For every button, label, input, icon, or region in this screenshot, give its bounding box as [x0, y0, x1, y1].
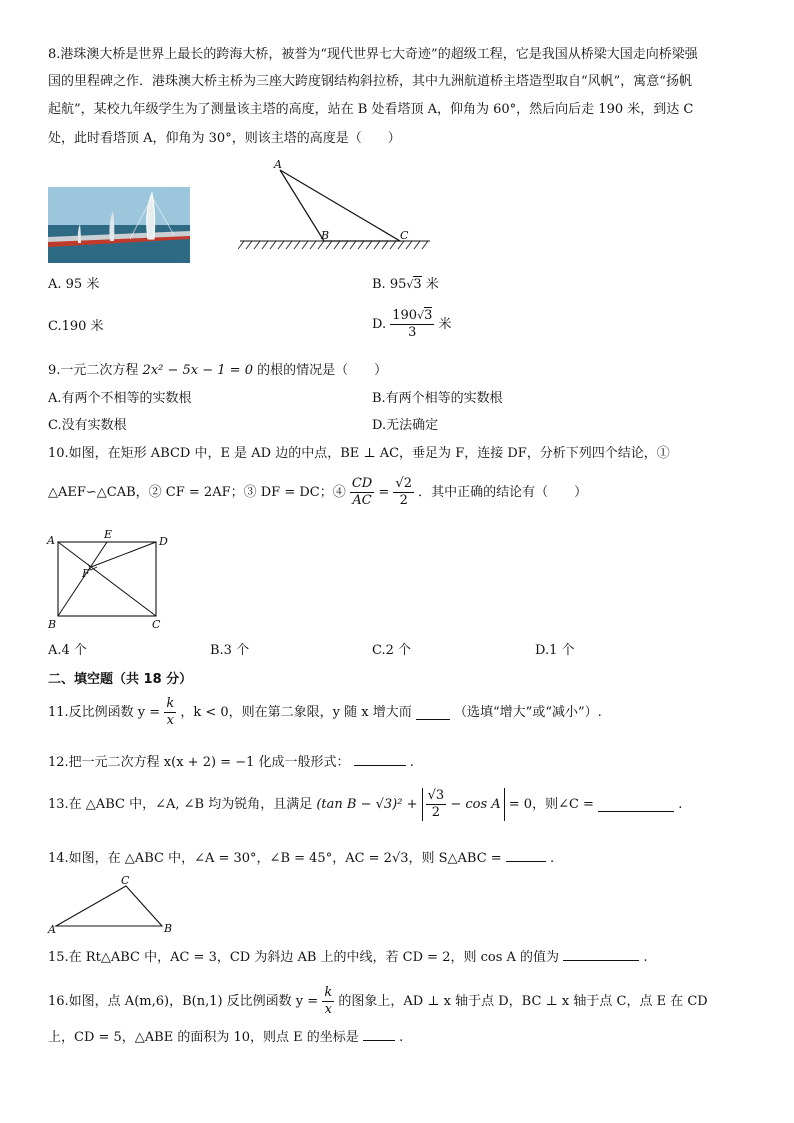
- fraction-numerator: √2: [395, 476, 412, 491]
- q13-fraction-root3-over-2: [426, 788, 447, 821]
- q16-prefix: 16.如图，点 A(m,6)，B(n,1) 反比例函数 y =: [48, 993, 319, 1009]
- q13-stem: [48, 788, 682, 821]
- q10-rectangle-figure: [44, 528, 174, 634]
- q16-line-2-text: 上，CD = 5，△ABE 的面积为 10，则点 E 的坐标是: [48, 1030, 359, 1045]
- q16-stem-line-2: [48, 1026, 403, 1047]
- q15-answer-blank[interactable]: [563, 946, 639, 961]
- fraction-numerator: [390, 308, 434, 325]
- q9-stem: [48, 362, 387, 380]
- fraction-denominator: 3: [408, 325, 417, 340]
- q16-tail: .: [399, 1030, 404, 1045]
- q8-stem-line-4: 处，此时看塔顶 A，仰角为 30°，则该主塔的高度是（ ）: [48, 131, 401, 146]
- numerator-radicand: 3: [424, 308, 433, 323]
- q10-label-a: A: [47, 534, 55, 547]
- q16-answer-blank[interactable]: [363, 1026, 395, 1041]
- q12-stem: [48, 751, 414, 772]
- bridge-photo: [48, 187, 190, 263]
- q10-conclusions: △AEF∽△CAB，② CF = 2AF；③ DF = DC；④: [48, 484, 346, 500]
- q10-option-a[interactable]: A.4 个: [48, 643, 87, 658]
- q10-stem-line-2: [48, 476, 587, 509]
- fraction-numerator: k: [166, 696, 175, 711]
- q8-option-a[interactable]: A. 95 米: [48, 277, 100, 292]
- q13-answer-blank[interactable]: [598, 797, 674, 812]
- q11-fraction-k-over-x: [164, 696, 176, 729]
- q11-suffix: ，k < 0，则在第二象限，y 随 x 增大而: [180, 704, 412, 720]
- q8-option-d-unit: 米: [438, 316, 452, 332]
- q10-label-c: C: [152, 618, 161, 631]
- q10-fraction-cd-ac: [350, 476, 374, 509]
- q10-fraction-root2-over-2: [393, 476, 414, 509]
- q16-suffix: 的图象上，AD ⊥ x 轴于点 D，BC ⊥ x 轴于点 C，点 E 在 CD: [338, 993, 708, 1009]
- q10-option-c[interactable]: C.2 个: [372, 643, 412, 658]
- q9-option-a[interactable]: A.有两个不相等的实数根: [48, 391, 192, 406]
- q15-stem: [48, 946, 647, 967]
- q9-option-d[interactable]: D.无法确定: [372, 418, 439, 433]
- q13-tail: .: [678, 796, 683, 812]
- q10-label-b: B: [48, 618, 57, 631]
- q8-stem-line-2: 国的里程碑之作．港珠澳大桥主桥为三座大跨度钢结构斜拉桥，其中九洲航道桥主塔造型取自“风帆”，寓意“扬帆: [48, 74, 692, 89]
- q14-tail: .: [549, 851, 555, 866]
- q8-stem-line-1: 8.港珠澳大桥是世界上最长的跨海大桥，被誉为“现代世界七大奇迹”的超级工程，它是我国从桥梁大国走向桥梁强: [48, 47, 698, 62]
- fraction-denominator: AC: [352, 493, 372, 508]
- q14-text: 14.如图，在 △ABC 中，∠A = 30°，∠B = 45°，AC = 2√3，则 S△ABC =: [48, 851, 502, 866]
- q12-tail: .: [409, 755, 414, 770]
- q14-label-b: B: [164, 922, 173, 935]
- q13-prefix: 13.在 △ABC 中，∠A, ∠B 均为锐角，且满足: [48, 796, 313, 812]
- radical-sign: √: [417, 309, 425, 322]
- q15-tail: .: [643, 950, 648, 965]
- section-title-fill-in: 二、填空题（共 18 分）: [48, 672, 193, 687]
- fraction-denominator: 2: [431, 805, 441, 820]
- q10-label-f: F: [82, 567, 90, 580]
- q8-label-c: C: [400, 229, 409, 242]
- q8-option-c[interactable]: C.190 米: [48, 319, 104, 334]
- q9-stem-prefix: 9.一元二次方程: [48, 363, 143, 378]
- q9-option-b[interactable]: B.有两个相等的实数根: [372, 391, 503, 406]
- q10-label-d: D: [159, 535, 168, 548]
- q13-cos-term: − cos A: [450, 796, 501, 812]
- radical-sign: √: [406, 278, 414, 291]
- q13-squared-term: (tan B − √3)² +: [316, 796, 418, 812]
- fraction-numerator: CD: [351, 476, 373, 491]
- q12-prefix: 12.把一元二次方程 x(x + 2) = −1 化成一般形式：: [48, 755, 350, 770]
- q12-answer-blank[interactable]: [354, 751, 406, 766]
- q14-answer-blank[interactable]: [506, 847, 546, 862]
- q13-absolute-value: [422, 788, 505, 821]
- fraction-denominator: x: [324, 1002, 332, 1017]
- q8-option-b-radicand: 3: [413, 277, 422, 292]
- q14-label-a: A: [48, 923, 56, 936]
- fraction-numerator: √3: [427, 788, 445, 803]
- q15-text: 15.在 Rt△ABC 中，AC = 3，CD 为斜边 AB 上的中线，若 CD = 2，则 cos A 的值为: [48, 950, 560, 965]
- fraction-denominator: 2: [399, 493, 408, 508]
- q8-stem-line-3: 起航”，某校九年级学生为了测量该主塔的高度，站在 B 处看塔顶 A，仰角为 60°，然后向后走 190 米，到达 C: [48, 102, 694, 117]
- fraction-denominator: x: [166, 713, 174, 728]
- q8-option-b-prefix: B. 95: [372, 277, 407, 292]
- q16-stem-line-1: [48, 985, 708, 1018]
- q9-equation: 2x² − 5x − 1 = 0: [142, 363, 253, 378]
- equals-sign: =: [378, 484, 390, 500]
- q9-stem-suffix: 的根的情况是（ ）: [252, 363, 388, 378]
- q8-label-a: A: [274, 158, 282, 171]
- q11-prefix: 11.反比例函数 y =: [48, 704, 161, 720]
- q8-option-d[interactable]: [372, 308, 452, 341]
- q8-option-b-unit: 米: [421, 277, 439, 292]
- q10-option-d[interactable]: D.1 个: [535, 643, 575, 658]
- q14-label-c: C: [121, 874, 130, 887]
- q14-stem: [48, 847, 554, 868]
- q8-figure: [238, 155, 438, 255]
- q10-label-e: E: [104, 528, 113, 541]
- fraction-numerator: k: [324, 985, 333, 1000]
- q8-label-b: B: [321, 229, 330, 242]
- q10-stem-line-1: 10.如图，在矩形 ABCD 中，E 是 AD 边的中点，BE ⊥ AC，垂足为 F，连接 DF，分析下列四个结论，①: [48, 446, 670, 461]
- q8-option-b[interactable]: [372, 276, 439, 294]
- q8-option-d-prefix: D.: [372, 316, 387, 332]
- q10-option-b[interactable]: B.3 个: [210, 643, 250, 658]
- q10-question-tail: ．其中正确的结论有（ ）: [418, 484, 588, 500]
- q14-triangle-figure: [44, 874, 179, 936]
- q8-option-d-fraction: [390, 308, 434, 341]
- bridge-illustration: [48, 187, 190, 263]
- q11-stem: [48, 696, 602, 729]
- numerator-number: 190: [392, 308, 418, 323]
- q16-fraction-k-over-x: [322, 985, 334, 1018]
- q13-equation-tail: = 0，则∠C =: [508, 796, 594, 812]
- q9-option-c[interactable]: C.没有实数根: [48, 418, 127, 433]
- q11-answer-blank[interactable]: [416, 705, 450, 720]
- q11-tail: （选填“增大”或“减小”）.: [454, 704, 602, 720]
